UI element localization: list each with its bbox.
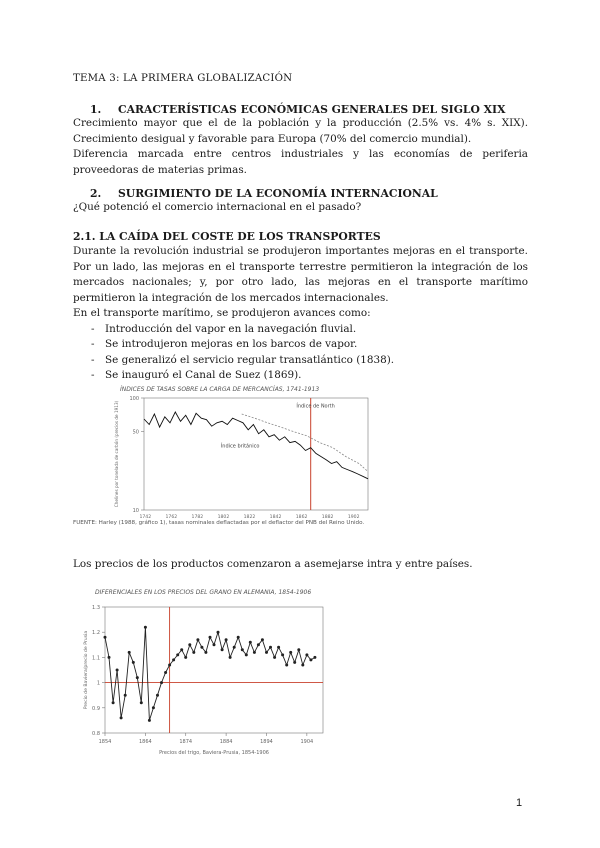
data-point (221, 648, 224, 651)
data-point (108, 656, 111, 659)
y-axis-label: Precio de Baviera/precio de Prusia (84, 630, 89, 710)
data-point (313, 656, 316, 659)
data-point (309, 658, 312, 661)
list-item: - Introducción del vapor en la navegación fluvial. (73, 322, 528, 338)
data-point (172, 658, 175, 661)
data-point (281, 653, 284, 656)
y-tick-label: 1.3 (92, 605, 100, 611)
x-tick-label: 1904 (300, 739, 314, 745)
data-point (148, 719, 151, 722)
x-tick-label: 1782 (191, 515, 204, 520)
data-point (261, 638, 264, 641)
data-point (196, 638, 199, 641)
data-point (124, 694, 127, 697)
data-point (200, 646, 203, 649)
data-point (277, 646, 280, 649)
data-point (265, 651, 268, 654)
data-point (112, 701, 115, 704)
data-point (144, 626, 147, 629)
data-point (257, 643, 260, 646)
annotation-north-index: Índice de North (296, 403, 335, 410)
list-item: - Se inauguró el Canal de Suez (1869). (73, 368, 528, 384)
list-item: - Se generalizó el servicio regular transatlántico (1838). (73, 353, 528, 369)
x-tick-label: 1884 (219, 739, 233, 745)
data-point (225, 638, 228, 641)
data-point (241, 648, 244, 651)
data-point (120, 716, 123, 719)
y-axis-label: Chelines por tonelada de carbón (precios de 1913) (114, 400, 119, 508)
data-point (156, 694, 159, 697)
transport-advances-list (73, 322, 528, 384)
data-point (164, 671, 167, 674)
annotation-british-index: Índice británico (220, 443, 260, 450)
chart-2-title: DIFERENCIALES EN LOS PRECIOS DEL GRANO EN ALEMANIA, 1854-1906 (95, 589, 312, 596)
section-2-title: SURGIMIENTO DE LA ECONOMÍA INTERNACIONAL (118, 187, 438, 200)
data-point (140, 701, 143, 704)
data-point (229, 656, 232, 659)
section-2-1-body (73, 244, 528, 384)
section-2-heading (90, 187, 438, 200)
y-tick-label: 100 (129, 396, 139, 402)
section-1-number: 1. (90, 103, 102, 116)
data-point (273, 656, 276, 659)
y-tick-label: 1 (96, 680, 100, 687)
chart-1-title: ÍNDICES DE TASAS SOBRE LA CARGA DE MERCANCÍAS, 1741-1913 (120, 386, 320, 393)
grain-price-differentials-chart (73, 597, 333, 757)
data-point (136, 676, 139, 679)
data-point (160, 681, 163, 684)
x-axis-caption: Precios del trigo, Baviera-Prusia, 1854-1906 (159, 750, 269, 756)
data-point (180, 648, 183, 651)
data-point (233, 646, 236, 649)
data-point (285, 664, 288, 667)
data-point (192, 651, 195, 654)
section-2-1-paragraph-1: Durante la revolución industrial se produjeron importantes mejoras en el transporte. Por un lado, las mejoras en el transporte terrestre permitieron la integración de los mercados nacionales; y, por otro lado, las mejoras en el transporte marítimo permitieron la integración de los mercados internacionales. (73, 245, 528, 304)
y-tick-label: 1.2 (92, 630, 100, 637)
list-item: - Se introdujeron mejoras en los barcos de vapor. (73, 337, 528, 353)
data-point (269, 646, 272, 649)
data-point (176, 653, 179, 656)
x-tick-label: 1882 (321, 515, 334, 520)
section-1-paragraph-1: Crecimiento mayor que el de la población y la producción (2.5% vs. 4% s. XIX). Crecimiento desigual y favorable para Europa (70% del comercio mundial). (73, 117, 528, 145)
x-tick-label: 1894 (260, 739, 273, 745)
plot-frame (105, 607, 323, 733)
y-tick-label: 0.9 (92, 705, 100, 712)
section-1-body (73, 116, 528, 178)
data-point (116, 669, 119, 672)
data-point (217, 631, 220, 634)
x-tick-label: 1874 (179, 739, 193, 745)
section-2-number: 2. (90, 187, 102, 200)
data-point (301, 664, 304, 667)
plot-frame (144, 398, 368, 510)
x-tick-label: 1742 (139, 515, 152, 520)
data-point (245, 653, 248, 656)
section-2-1-heading: 2.1. LA CAÍDA DEL COSTE DE LOS TRANSPORTES (73, 230, 381, 243)
data-point (168, 664, 171, 667)
data-point (237, 636, 240, 639)
data-point (128, 651, 131, 654)
section-1-title: CARACTERÍSTICAS ECONÓMICAS GENERALES DEL SIGLO XIX (118, 103, 506, 116)
data-point (305, 653, 308, 656)
data-point (253, 651, 256, 654)
data-point (297, 648, 300, 651)
data-point (132, 661, 135, 664)
data-point (249, 641, 252, 644)
section-1-paragraph-2: Diferencia marcada entre centros industriales y las economías de periferia proveedoras de materias primas. (73, 148, 528, 176)
section-1-heading (90, 103, 506, 116)
document-title: TEMA 3: LA PRIMERA GLOBALIZACIÓN (73, 73, 293, 84)
x-tick-label: 1854 (98, 739, 112, 745)
section-2-1-paragraph-2: En el transporte marítimo, se produjeron avances como: (73, 307, 371, 319)
prices-convergence-paragraph: Los precios de los productos comenzaron a asemejarse intra y entre países. (73, 558, 473, 570)
data-point (152, 706, 155, 709)
page-number: 1 (516, 797, 523, 809)
series-line (105, 627, 315, 720)
section-2-question: ¿Qué potenció el comercio internacional en el pasado? (73, 201, 362, 213)
data-point (209, 636, 212, 639)
data-point (213, 643, 216, 646)
data-point (104, 636, 107, 639)
data-point (289, 651, 292, 654)
x-tick-label: 1902 (347, 515, 360, 520)
data-point (184, 656, 187, 659)
y-tick-label: 0.8 (92, 731, 100, 737)
x-tick-label: 1842 (269, 515, 282, 520)
data-point (188, 643, 191, 646)
x-tick-label: 1802 (217, 515, 230, 520)
series-line-north-index (242, 414, 368, 472)
data-point (293, 661, 296, 664)
y-tick-label: 10 (132, 508, 139, 514)
freight-rates-chart (100, 392, 380, 522)
data-point (204, 651, 207, 654)
chart-1-source: FUENTE: Harley (1988, gráfico 1), tasas nominales deflactadas por el deflactor del PNB del Reino Unido. (73, 520, 365, 526)
x-tick-label: 1762 (165, 515, 178, 520)
x-tick-label: 1862 (295, 515, 308, 520)
y-tick-label: 50 (132, 429, 139, 436)
x-tick-label: 1822 (243, 515, 256, 520)
x-tick-label: 1864 (139, 739, 152, 745)
y-tick-label: 1.1 (92, 655, 100, 662)
